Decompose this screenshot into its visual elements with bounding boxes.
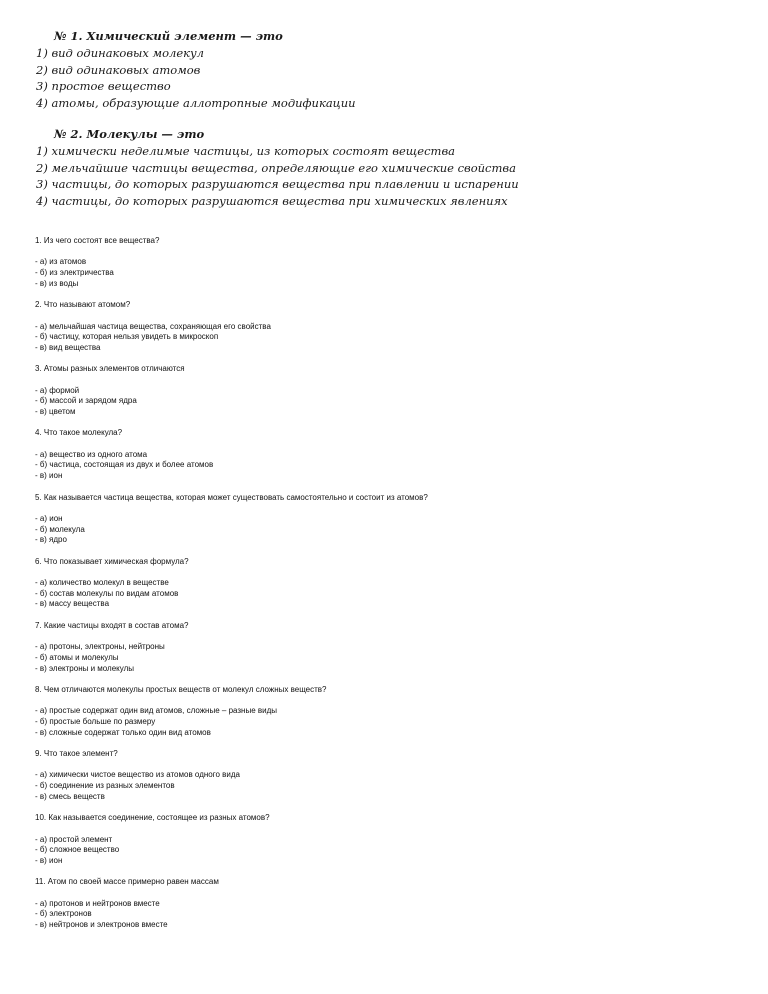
task-2-title: № 2. Молекулы — это <box>54 127 205 141</box>
question-gap <box>35 610 735 621</box>
question-gap <box>35 546 735 557</box>
answer-option: - а) протонов и нейтронов вместе <box>35 898 160 908</box>
quiz-list <box>35 236 735 931</box>
quiz-question-block <box>35 300 735 364</box>
question-gap <box>35 482 735 493</box>
question-gap <box>35 867 735 878</box>
answer-option: - а) формой <box>35 385 80 395</box>
answer-option: - а) вещество из одного атома <box>35 449 148 459</box>
question-gap <box>35 354 735 365</box>
answer-option: - б) простые больше по размеру <box>35 716 156 726</box>
task-1-option: 1) вид одинаковых молекул <box>36 46 204 60</box>
task-2-option: 1) химически неделимые частицы, из которых состоят вещества <box>36 144 455 158</box>
answer-option: - в) цветом <box>35 407 76 416</box>
answer-option: - а) простой элемент <box>35 834 113 844</box>
answer-option: - в) ион <box>35 471 63 481</box>
answer-option: - б) соединение из разных элементов <box>35 781 175 791</box>
question-text: 8. Чем отличаются молекулы простых веществ от молекул сложных веществ? <box>35 684 327 694</box>
answer-option: - а) простые содержат один вид атомов, сложные – разные виды <box>35 706 278 716</box>
question-text: 11. Атом по своей массе примерно равен массам <box>35 877 219 887</box>
answer-option: - б) частица, состоящая из двух и более атомов <box>35 460 214 470</box>
quiz-question-block <box>35 364 735 428</box>
question-text: 6. Что показывает химическая формула? <box>35 556 189 566</box>
task-2-option: 4) частицы, до которых разрушаются вещества при химических явлениях <box>36 193 508 208</box>
task-1-option: 3) простое вещество <box>36 79 171 93</box>
answer-option: - в) массу вещества <box>35 599 110 609</box>
quiz-question-block <box>35 428 735 492</box>
answer-option: - б) массой и зарядом ядра <box>35 396 137 406</box>
question-text: 2. Что называют атомом? <box>35 300 131 310</box>
answer-option: - а) химически чистое вещество из атомов одного вида <box>35 770 240 780</box>
quiz-question-block <box>35 493 735 557</box>
quiz-question-block <box>35 236 735 300</box>
answer-option: - а) мельчайшая частица вещества, сохраняющая его свойства <box>35 321 271 331</box>
question-text: 1. Из чего состоят все вещества? <box>35 236 160 245</box>
answer-option: - а) количество молекул в веществе <box>35 578 169 587</box>
answer-option: - в) сложные содержат только один вид атомов <box>35 727 211 737</box>
task-1-option: 4) атомы, образующие аллотропные модификации <box>36 95 356 110</box>
quiz-question-block <box>35 557 735 621</box>
question-text: 7. Какие частицы входят в состав атома? <box>35 620 189 630</box>
answer-option: - в) нейтронов и электронов вместе <box>35 920 168 929</box>
task-2-option: 2) мельчайшие частицы вещества, определяющие его химические свойства <box>36 160 516 175</box>
answer-option: - б) сложное вещество <box>35 845 120 855</box>
question-gap <box>35 418 735 429</box>
question-text: 4. Что такое молекула? <box>35 428 123 438</box>
question-gap <box>35 289 735 300</box>
quiz-question-block <box>35 877 735 930</box>
question-text: 9. Что такое элемент? <box>35 749 118 758</box>
answer-option: - б) из электричества <box>35 268 114 278</box>
quiz-question-block <box>35 621 735 685</box>
answer-option: - в) из воды <box>35 278 79 288</box>
answer-option: - б) атомы и молекулы <box>35 652 119 662</box>
question-gap <box>35 738 735 749</box>
handwritten-task-1 <box>36 28 356 111</box>
answer-option: - в) ядро <box>35 535 67 545</box>
answer-option: - б) частицу, которая нельзя увидеть в микроскоп <box>35 332 219 342</box>
question-gap <box>35 802 735 813</box>
question-text: 3. Атомы разных элементов отличаются <box>35 364 185 374</box>
quiz-question-block <box>35 749 735 813</box>
answer-option: - в) смесь веществ <box>35 791 105 801</box>
answer-option: - а) протоны, электроны, нейтроны <box>35 642 165 652</box>
answer-option: - а) ион <box>35 513 63 523</box>
question-text: 10. Как называется соединение, состоящее из разных атомов? <box>35 813 270 823</box>
question-gap <box>35 674 735 685</box>
answer-option: - в) электроны и молекулы <box>35 663 135 673</box>
answer-option: - в) вид вещества <box>35 342 101 352</box>
answer-option: - б) молекула <box>35 524 85 534</box>
question-text: 5. Как называется частица вещества, которая может существовать самостоятельно и состоит из атомов? <box>35 492 428 502</box>
quiz-question-block <box>35 813 735 877</box>
answer-option: - а) из атомов <box>35 257 87 267</box>
task-1-option: 2) вид одинаковых атомов <box>36 62 201 77</box>
handwritten-task-2 <box>36 126 519 209</box>
task-2-option: 3) частицы, до которых разрушаются вещества при плавлении и испарении <box>36 177 519 191</box>
answer-option: - в) ион <box>35 855 63 865</box>
quiz-question-block <box>35 685 735 749</box>
answer-option: - б) состав молекулы по видам атомов <box>35 588 179 598</box>
answer-option: - б) электронов <box>35 909 92 919</box>
task-1-title: № 1. Химический элемент — это <box>54 29 283 43</box>
